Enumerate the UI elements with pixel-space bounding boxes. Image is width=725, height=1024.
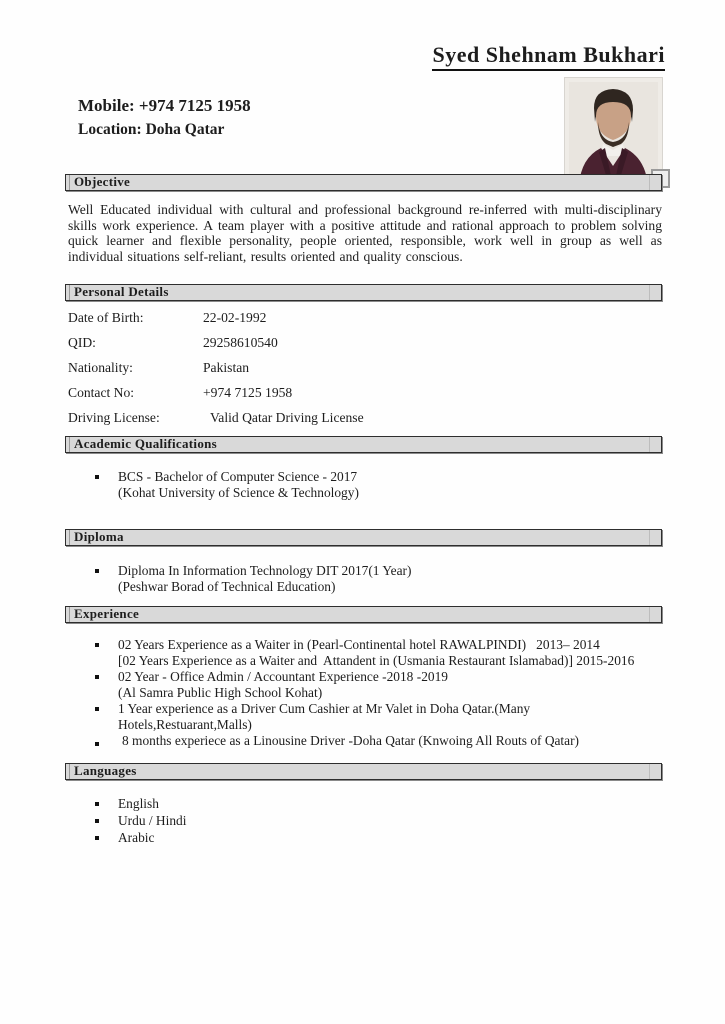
section-header-experience: Experience: [65, 606, 662, 623]
detail-label: Contact No:: [68, 385, 135, 400]
personal-details-table: [68, 310, 628, 435]
bullet-icon: [95, 475, 99, 479]
list-item: [95, 669, 662, 701]
bullet-icon: [95, 707, 99, 711]
diploma-institution: (Peshwar Borad of Technical Education): [118, 579, 336, 594]
list-item: [95, 469, 662, 501]
detail-value: 29258610540: [203, 335, 278, 350]
section-header-academic-qualifications: Academic Qualifications: [65, 436, 662, 453]
list-item: [95, 563, 662, 595]
list-item: [95, 830, 662, 846]
language: Arabic: [118, 830, 155, 845]
experience-entry-detail: (Al Samra Public High School Kohat): [118, 685, 323, 700]
experience-entry: 02 Years Experience as a Waiter in (Pearl-Continental hotel RAWALPINDI) 2013– 2014: [118, 637, 600, 652]
experience-entry: 1 Year experience as a Driver Cum Cashier at Mr Valet in Doha Qatar.(Many Hotels,Restuarant,Malls): [118, 701, 534, 732]
diploma-list: [95, 563, 662, 595]
section-header-objective: Objective: [65, 174, 662, 191]
bullet-icon: [95, 569, 99, 573]
table-row: [68, 385, 628, 403]
list-item: [95, 637, 662, 669]
detail-value: 22-02-1992: [203, 310, 267, 325]
page-title: Syed Shehnam Bukhari: [432, 42, 665, 71]
list-item: [95, 813, 662, 829]
table-row: [68, 310, 628, 328]
detail-label: Date of Birth:: [68, 310, 144, 325]
detail-value: +974 7125 1958: [203, 385, 293, 400]
detail-label: Nationality:: [68, 360, 133, 375]
bullet-icon: [95, 836, 99, 840]
detail-value: Pakistan: [203, 360, 250, 375]
experience-entry: 8 months experiece as a Linousine Driver -Doha Qatar (Knwoing All Routs of Qatar): [122, 733, 580, 748]
languages-list: [95, 796, 662, 847]
section-header-personal-details: Personal Details: [65, 284, 662, 301]
detail-value: Valid Qatar Driving License: [210, 410, 364, 425]
detail-label: QID:: [68, 335, 96, 350]
experience-entry-detail: [02 Years Experience as a Waiter and Attandent in (Usmania Restaurant Islamabad)] 2015-2016: [118, 653, 635, 668]
bullet-icon: [95, 742, 99, 746]
list-item: [95, 701, 662, 733]
detail-label: Driving License:: [68, 410, 160, 425]
academic-institution: (Kohat University of Science & Technology): [118, 485, 359, 500]
bullet-icon: [95, 819, 99, 823]
list-item: [95, 796, 662, 812]
language: English: [118, 796, 159, 811]
table-row: [68, 335, 628, 353]
academic-degree: BCS - Bachelor of Computer Science - 2017: [118, 469, 358, 484]
contact-location: Location: Doha Qatar: [78, 121, 225, 138]
section-header-languages: Languages: [65, 763, 662, 780]
language: Urdu / Hindi: [118, 813, 187, 828]
academic-list: [95, 469, 662, 501]
diploma-title: Diploma In Information Technology DIT 2017(1 Year): [118, 563, 412, 578]
section-header-diploma: Diploma: [65, 529, 662, 546]
table-row: [68, 410, 628, 428]
portrait-illustration: [565, 78, 662, 185]
contact-block: [78, 96, 251, 139]
contact-mobile: Mobile: +974 7125 1958: [78, 96, 251, 115]
table-row: [68, 360, 628, 378]
profile-photo: [565, 78, 662, 185]
list-item: [95, 733, 662, 749]
bullet-icon: [95, 643, 99, 647]
bullet-icon: [95, 802, 99, 806]
bullet-icon: [95, 675, 99, 679]
experience-entry: 02 Year - Office Admin / Accountant Experience -2018 -2019: [118, 669, 448, 684]
objective-text: Well Educated individual with cultural and professional background re-inferred with multi-disciplinary skills work experience. A team player with a positive attitude and rational approach to problem solving quick learner and flexible personality, people oriented, responsible, work well in group as well as individual situations self-reliant, results oriented and quality conscious.: [68, 202, 662, 264]
experience-list: [95, 637, 662, 749]
